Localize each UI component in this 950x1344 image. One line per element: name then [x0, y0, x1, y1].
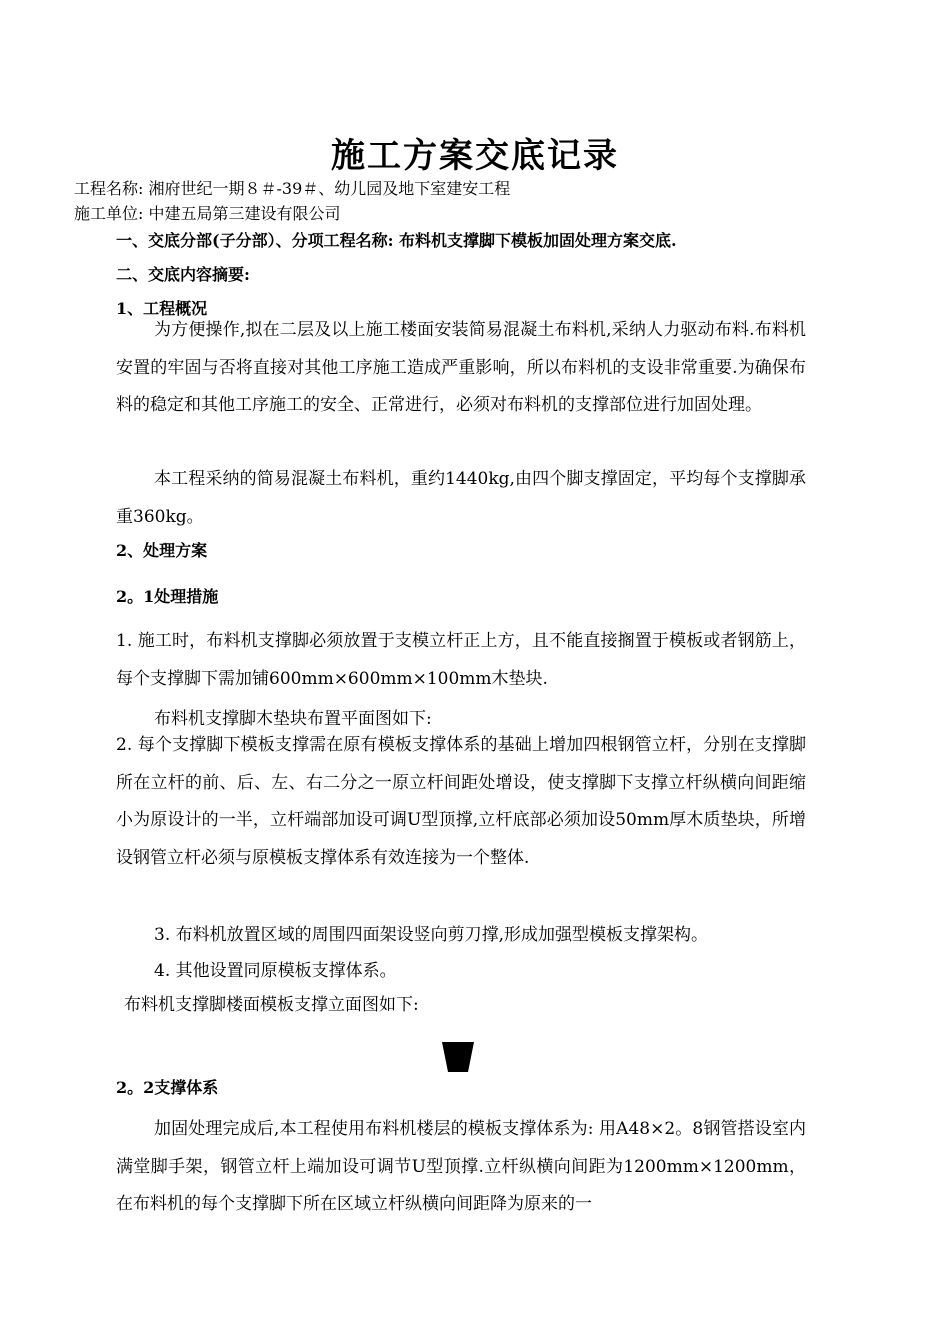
overview-paragraph-1: 为方便操作,拟在二层及以上施工楼面安装简易混凝土布料机,采纳人力驱动布料.布料机安置的牢固与否将直接对其他工序施工造成严重影响，所以布料机的支设非常重要.为确保布料的稳定和其他工序施工的安全、正常进行，必须对布料机的支撑部位进行加固处理。 [116, 320, 806, 415]
support-system-paragraph: 加固处理完成后,本工程使用布料机楼层的模板支撑体系为: 用A48×2。8钢管搭设室内满堂脚手架，钢管立杆上端加设可调节U型顶撑.立杆纵横向间距为1200mm×1200mm，在布料机的每个支撑脚下所在区域立杆纵横向间距降为原来的一 [116, 1119, 806, 1214]
elevation-caption: 布料机支撑脚楼面模板支撑立面图如下: [124, 995, 419, 1015]
measure-item-4: 4. 其他设置同原模板支撑体系。 [154, 961, 397, 981]
measure-item-2: 2. 每个支撑脚下模板支撑需在原有模板支撑体系的基础上增加四根钢管立杆，分别在支撑脚所在立杆的前、后、左、右二分之一原立杆间距处增设，使支撑脚下支撑立杆纵横向间距缩小为原设计的一半，立杆端部加设可调U型顶撑,立杆底部必须加设50mm厚木质垫块，所增设钢管立杆必须与原模板支撑体系有效连接为一个整体. [116, 735, 806, 868]
contractor-name: 施工单位: 中建五局第三建设有限公司 [74, 204, 341, 223]
document-title: 施工方案交底记录 [331, 136, 619, 176]
plan-heading: 2、处理方案 [116, 541, 208, 560]
plan-view-caption: 布料机支撑脚木垫块布置平面图如下: [154, 709, 432, 729]
overview-heading: 1、工程概况 [116, 299, 208, 318]
measure-item-3: 3. 布料机放置区域的周围四面架设竖向剪刀撑,形成加强型模板支撑架构。 [154, 925, 709, 945]
measure-item-1: 1. 施工时，布料机支撑脚必须放置于支模立杆正上方，且不能直接搁置于模板或者钢筋上，每个支撑脚下需加铺600mm×600mm×100mm木垫块. [116, 631, 806, 689]
figure-placeholder-mark [440, 1042, 476, 1072]
measures-heading: 2。1处理措施 [116, 587, 219, 606]
section-one-heading: 一、交底分部(子分部）、分项工程名称: 布料机支撑脚下模板加固处理方案交底. [116, 231, 677, 250]
section-two-heading: 二、交底内容摘要: [116, 265, 250, 284]
support-system-heading: 2。2支撑体系 [116, 1078, 219, 1097]
project-name: 工程名称: 湘府世纪一期８＃-39＃、幼儿园及地下室建安工程 [74, 179, 511, 198]
overview-paragraph-2: 本工程采纳的简易混凝土布料机，重约1440kg,由四个脚支撑固定，平均每个支撑脚承重360kg。 [116, 469, 806, 527]
